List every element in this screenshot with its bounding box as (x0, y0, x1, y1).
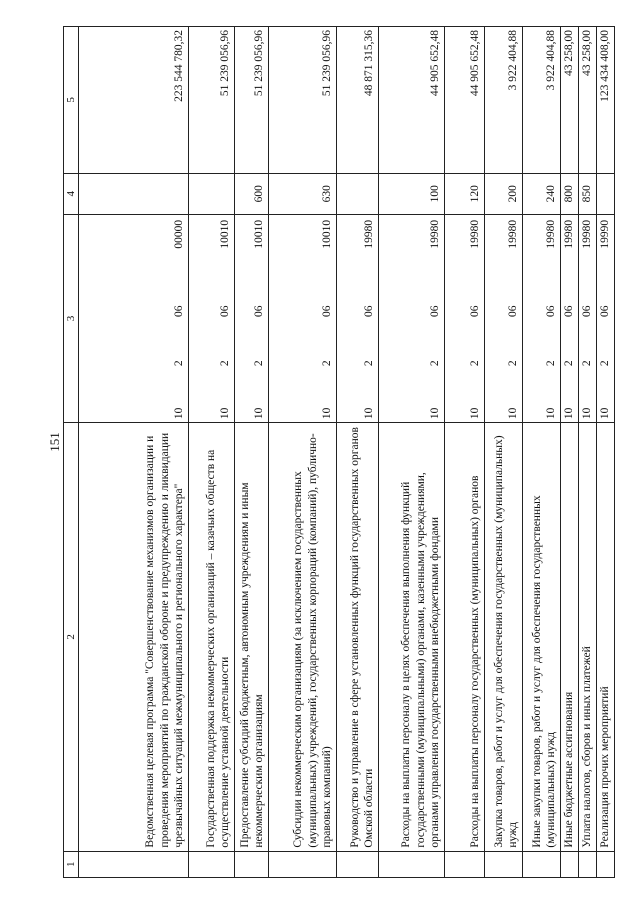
table-row (561, 27, 579, 878)
row-codes: 10 2 06 19980 (561, 214, 579, 422)
row-codes: 10 2 06 19980 (485, 214, 523, 422)
row-vr: 200 (485, 173, 523, 214)
table-row (523, 27, 561, 878)
header-col-5: 5 (64, 27, 79, 174)
row-codes: 10 2 06 10010 (235, 214, 269, 422)
row-sum: 44 905 652,48 (445, 27, 485, 174)
row-codes: 10 2 06 19980 (379, 214, 445, 422)
header-row (64, 27, 79, 878)
row-sum: 51 239 056,96 (235, 27, 269, 174)
row-name: Ведомственная целевая программа "Совершенствование механизмов организации и проведения мероприятий по гражданской обороне и предупреждению и ликвидации чрезвычайных ситуаций межмуниципального и регионального характера" (79, 423, 189, 851)
row-name: Расходы на выплаты персоналу государственных (муниципальных) органов (445, 423, 485, 851)
row-codes: 10 2 06 00000 (79, 214, 189, 422)
row-name: Предоставление субсидий бюджетным, автономным учреждениям и иным некоммерческим организациям (235, 423, 269, 851)
row-vr (597, 173, 615, 214)
row-sum: 48 871 315,36 (337, 27, 379, 174)
table-row (235, 27, 269, 878)
row-codes: 10 2 06 10010 (269, 214, 337, 422)
header-col-4: 4 (64, 173, 79, 214)
row-name: Закупка товаров, работ и услуг для обеспечения государственных (муниципальных) нужд (485, 423, 523, 851)
row-vr: 800 (561, 173, 579, 214)
header-col-1: 1 (64, 851, 79, 877)
row-sum: 123 434 408,00 (597, 27, 615, 174)
row-codes: 10 2 06 19980 (523, 214, 561, 422)
row-name: Субсидии некоммерческим организациям (за исключением государственных (муниципальных) учреждений, государственных корпораций (компаний), публично-правовых компаний) (269, 423, 337, 851)
row-vr (337, 173, 379, 214)
row-name: Государственная поддержка некоммерческих организаций – казачьих обществ на осуществление уставной деятельности (189, 423, 235, 851)
row-name: Руководство и управление в сфере установленных функций государственных органов Омской области (337, 423, 379, 851)
row-vr: 850 (579, 173, 597, 214)
row-codes: 10 2 06 19980 (579, 214, 597, 422)
row-sum: 51 239 056,96 (269, 27, 337, 174)
row-sum: 43 258,00 (579, 27, 597, 174)
table-row (445, 27, 485, 878)
row-index-cell (79, 851, 189, 877)
header-col-3: 3 (64, 214, 79, 422)
header-col-2: 2 (64, 423, 79, 851)
row-codes: 10 2 06 10010 (189, 214, 235, 422)
row-vr: 600 (235, 173, 269, 214)
table-row (269, 27, 337, 878)
row-vr: 100 (379, 173, 445, 214)
row-sum: 3 922 404,88 (485, 27, 523, 174)
row-sum: 44 905 652,48 (379, 27, 445, 174)
table-row (379, 27, 445, 878)
table-row (485, 27, 523, 878)
row-codes: 10 2 06 19980 (445, 214, 485, 422)
row-name: Расходы на выплаты персоналу в целях обеспечения выполнения функций государственными (муниципальными) органами, казенными учреждениями, органами управления государственными внебюджетными фондами (379, 423, 445, 851)
row-sum: 3 922 404,88 (523, 27, 561, 174)
table-row (337, 27, 379, 878)
row-name: Реализация прочих мероприятий (597, 423, 615, 851)
row-codes: 10 2 06 19980 (337, 214, 379, 422)
page-number: 151 (47, 432, 62, 452)
row-sum: 223 544 780,32 (79, 27, 189, 174)
table-row (189, 27, 235, 878)
row-vr (189, 173, 235, 214)
row-sum: 43 258,00 (561, 27, 579, 174)
table-row (579, 27, 597, 878)
row-codes: 10 2 06 19990 (597, 214, 615, 422)
row-vr: 120 (445, 173, 485, 214)
row-name: Иные закупки товаров, работ и услуг для обеспечения государственных (муниципальных) нужд (523, 423, 561, 851)
budget-table (63, 26, 615, 878)
row-vr: 240 (523, 173, 561, 214)
row-vr: 630 (269, 173, 337, 214)
row-sum: 51 239 056,96 (189, 27, 235, 174)
row-name: Иные бюджетные ассигнования (561, 423, 579, 851)
row-vr (79, 173, 189, 214)
table-row (597, 27, 615, 878)
row-name: Уплата налогов, сборов и иных платежей (579, 423, 597, 851)
rotated-table-container (63, 26, 612, 878)
table-row (79, 27, 189, 878)
